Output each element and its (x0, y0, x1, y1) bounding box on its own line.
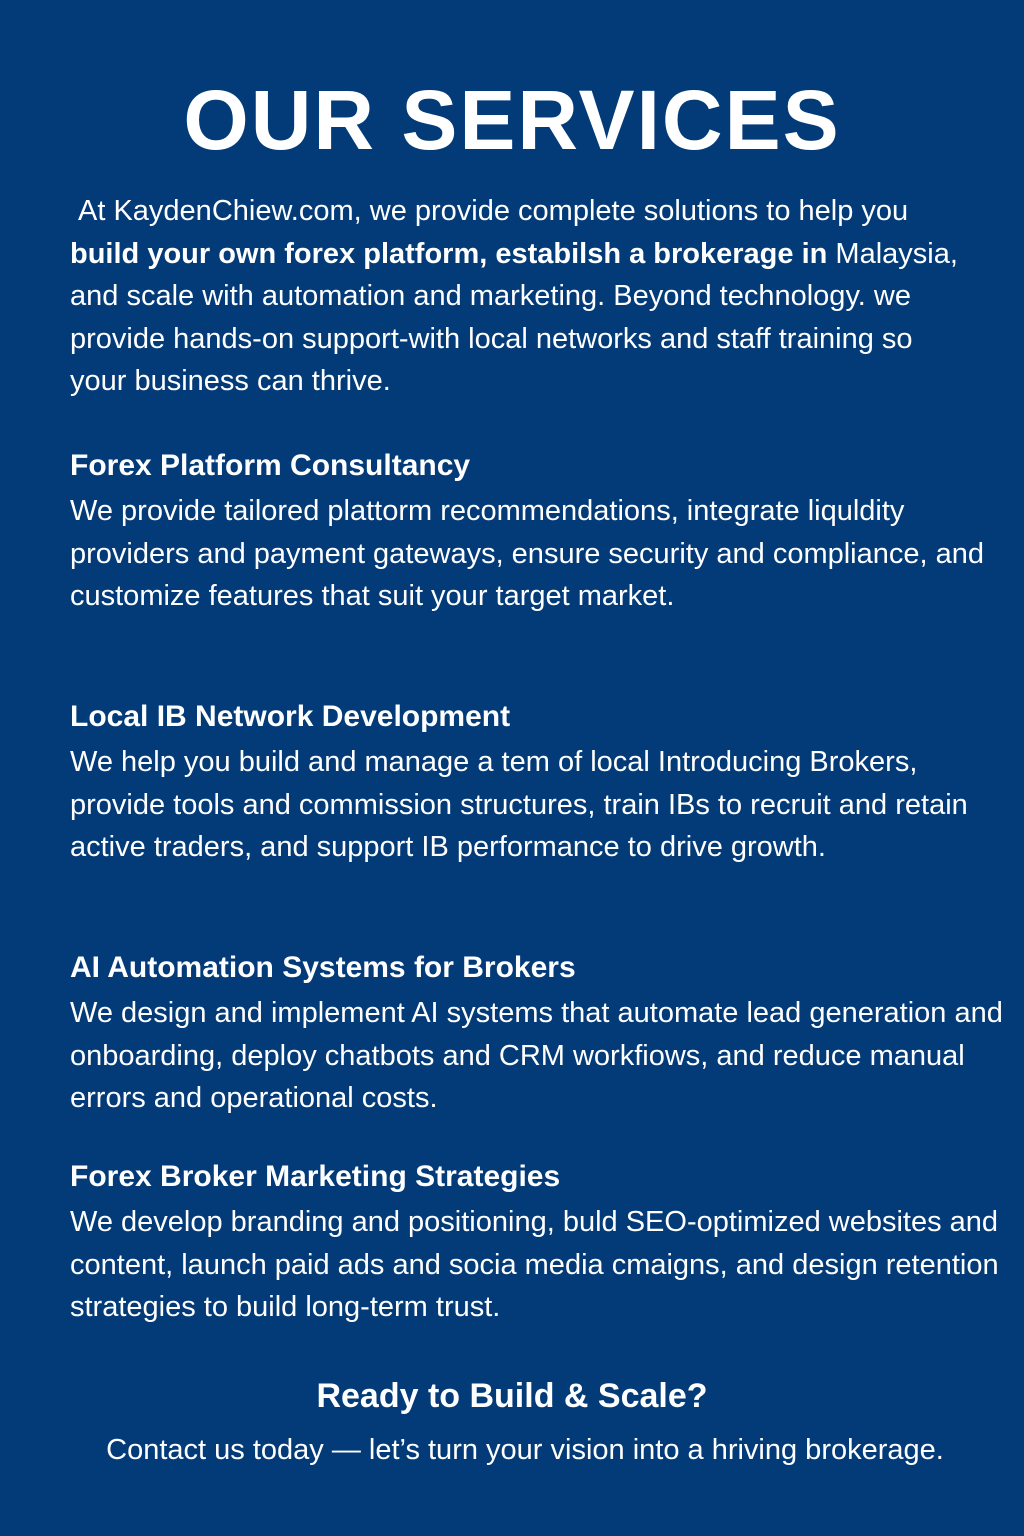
service-marketing-strategies (70, 1157, 1005, 1329)
intro-text-end: Malaysia, and scale with automation and marketing. Beyond technology. we provide hands-on support-with local networks and staff training so your business can thrive. (70, 237, 958, 397)
service-description: We design and implement AI systems that automate lead generation and onboarding, deploy chatbots and CRM workfiows, and reduce manual errors and operational costs. (70, 997, 1003, 1114)
intro-text-start: At KaydenChiew.com, we provide complete solutions to help you (78, 195, 909, 227)
service-heading: AI Automation Systems for Brokers (70, 951, 576, 984)
service-heading: Local IB Network Development (70, 700, 511, 733)
cta-heading: Ready to Build & Scale? (316, 1377, 708, 1415)
service-local-ib-network (70, 697, 1005, 869)
intro-text-bold: build your own forex platform, estabilsh a brokerage in (70, 237, 828, 270)
service-description: We help you build and manage a tem of local Introducing Brokers, provide tools and commission structures, train IBs to recruit and retain active traders, and support IB performance to drive growth. (70, 746, 968, 863)
service-heading: Forex Platform Consultancy (70, 449, 471, 482)
intro-paragraph (70, 190, 970, 403)
cta-text: Contact us today — let’s turn your vision into a hriving brokerage. (106, 1434, 944, 1466)
service-forex-platform-consultancy (70, 446, 1005, 618)
service-description: We develop branding and positioning, buld SEO-optimized websites and content, launch paid ads and socia media cmaigns, and design retention strategies to build long-term trust. (70, 1206, 999, 1323)
service-description: We provide tailored plattorm recommendations, integrate liquldity providers and payment gateways, ensure security and compliance, and customize features that suit your target market. (70, 495, 985, 612)
service-heading: Forex Broker Marketing Strategies (70, 1160, 561, 1193)
page-title: OUR SERVICES (183, 73, 841, 167)
service-ai-automation (70, 948, 1005, 1120)
